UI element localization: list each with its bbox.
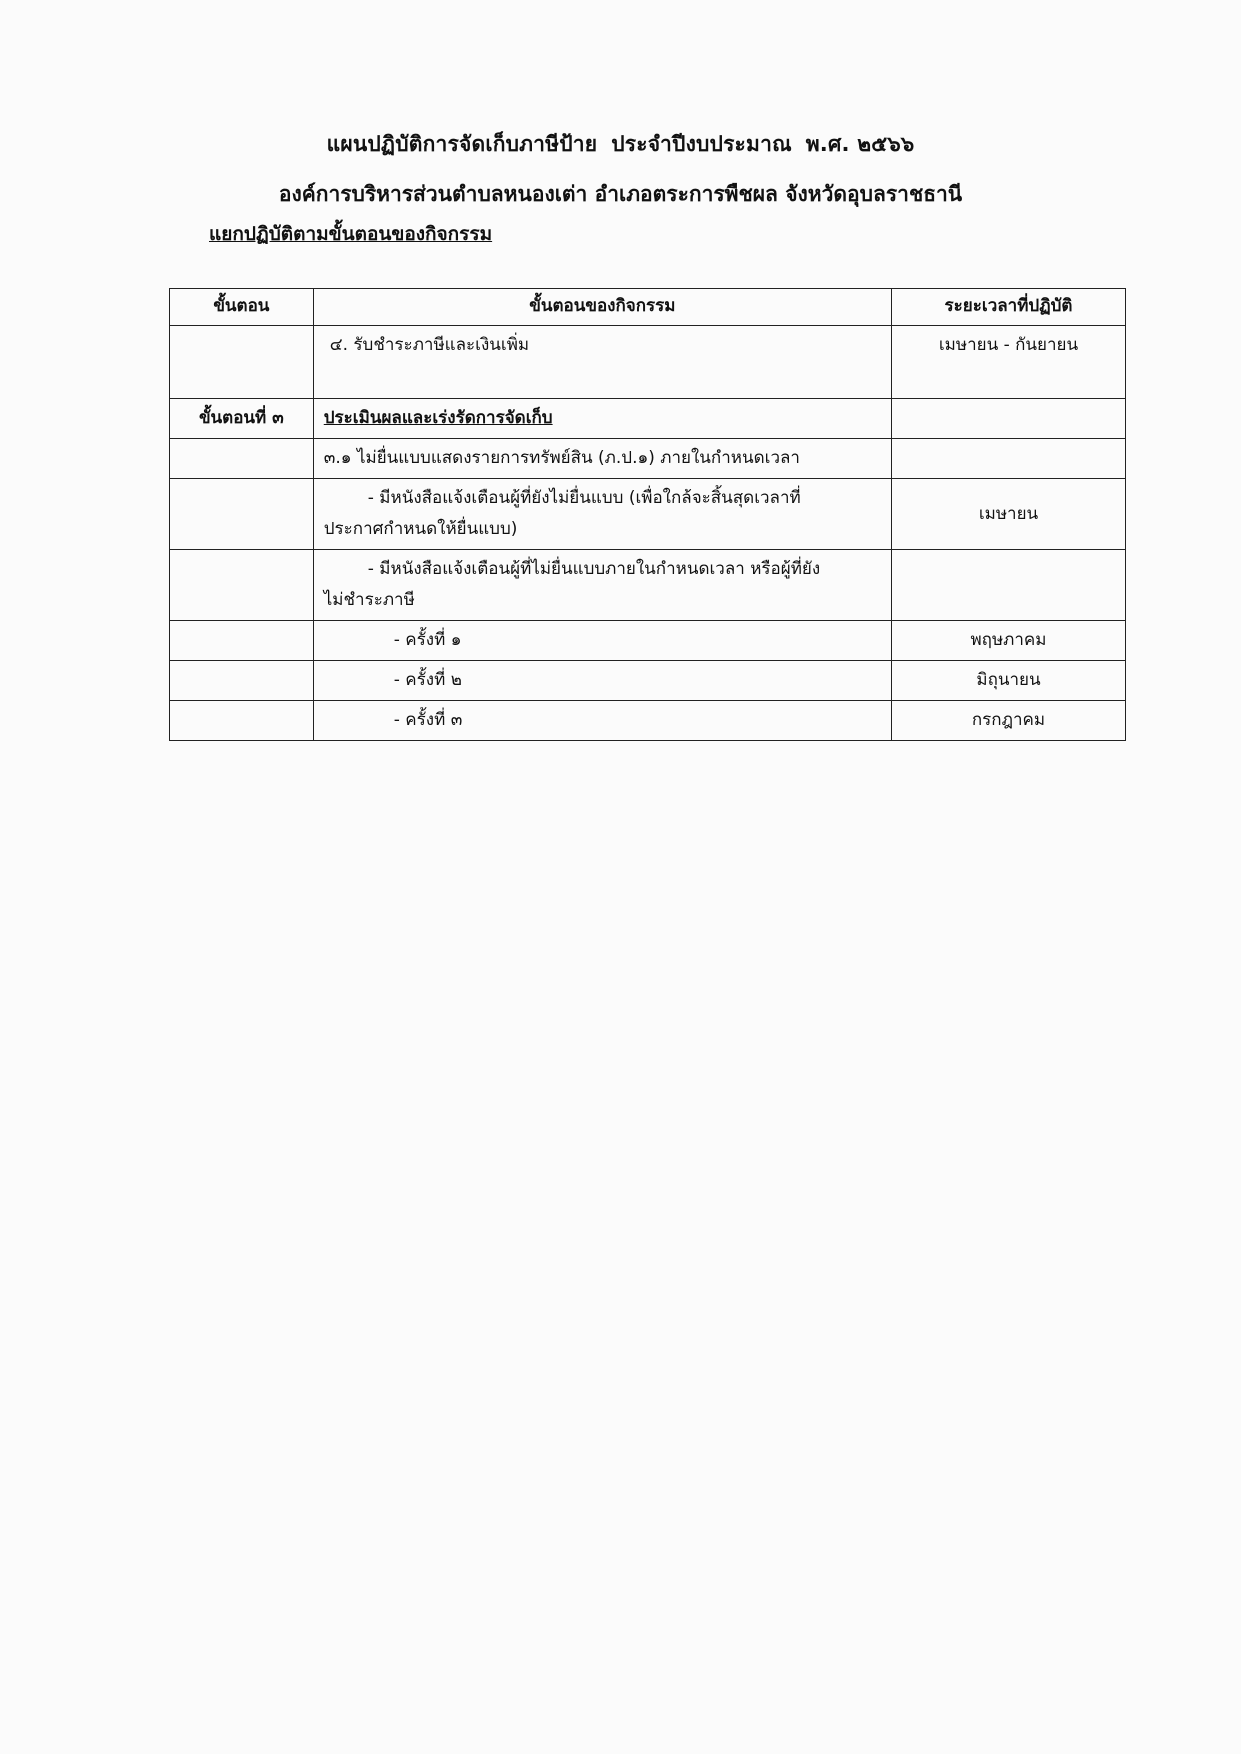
activity-text: - ครั้งที่ ๑ — [393, 630, 462, 650]
step-cell — [170, 326, 314, 399]
header-period: ระยะเวลาที่ปฏิบัติ — [891, 289, 1125, 326]
activity-cell — [313, 326, 891, 399]
table-row — [170, 479, 1126, 550]
period-cell — [891, 550, 1125, 621]
activity-cell — [313, 621, 891, 661]
table-row — [170, 326, 1126, 399]
step-cell: ขั้นตอนที่ ๓ — [170, 399, 314, 439]
activity-text: - ครั้งที่ ๓ — [393, 710, 463, 730]
header-step: ขั้นตอน — [170, 289, 314, 326]
document-subtitle: แยกปฏิบัติตามขั้นตอนของกิจกรรม — [209, 223, 493, 245]
activity-cell — [313, 701, 891, 741]
period-cell: เมษายน — [891, 479, 1125, 550]
activity-cell — [313, 479, 891, 550]
header-activity: ขั้นตอนของกิจกรรม — [313, 289, 891, 326]
step-cell — [170, 661, 314, 701]
period-cell: พฤษภาคม — [891, 621, 1125, 661]
title-plan: แผนปฏิบัติการจัดเก็บภาษีป้าย — [326, 132, 598, 156]
step-cell — [170, 701, 314, 741]
activity-text: - ครั้งที่ ๒ — [393, 670, 462, 690]
table-row — [170, 661, 1126, 701]
period-cell — [891, 439, 1125, 479]
section-heading: ประเมินผลและเร่งรัดการจัดเก็บ — [323, 408, 553, 428]
activity-cell — [313, 550, 891, 621]
activity-cell — [313, 661, 891, 701]
title-year: พ.ศ. ๒๕๖๖ — [805, 132, 915, 156]
title-fiscal-year-label: ประจำปีงบประมาณ — [611, 132, 792, 156]
document-title — [0, 128, 1241, 161]
table-row — [170, 701, 1126, 741]
table-header-row — [170, 289, 1126, 326]
organization-title: องค์การบริหารส่วนตำบลหนองเต่า อำเภอตระการพืชผล จังหวัดอุบลราชธานี — [278, 182, 963, 206]
activity-cell: ๓.๑ ไม่ยื่นแบบแสดงรายการทรัพย์สิน (ภ.ป.๑) ภายในกำหนดเวลา — [313, 439, 891, 479]
period-cell: มิถุนายน — [891, 661, 1125, 701]
activity-line: ประกาศกำหนดให้ยื่นแบบ) — [323, 519, 518, 539]
period-cell: กรกฎาคม — [891, 701, 1125, 741]
activity-line: - มีหนังสือแจ้งเตือนผู้ที่ยังไม่ยื่นแบบ (เพื่อใกล้จะสิ้นสุดเวลาที่ — [367, 488, 801, 508]
step-cell — [170, 550, 314, 621]
activity-cell — [313, 399, 891, 439]
activity-line: - มีหนังสือแจ้งเตือนผู้ที่ไม่ยื่นแบบภายในกำหนดเวลา หรือผู้ที่ยัง — [367, 559, 821, 579]
activity-text: ๔. รับชำระภาษีและเงินเพิ่ม — [329, 335, 530, 355]
period-cell: เมษายน - กันยายน — [891, 326, 1125, 399]
table-row — [170, 550, 1126, 621]
step-cell — [170, 621, 314, 661]
activity-table — [169, 288, 1126, 741]
step-cell — [170, 439, 314, 479]
table-row — [170, 439, 1126, 479]
step-cell — [170, 479, 314, 550]
table-row — [170, 621, 1126, 661]
table-row — [170, 399, 1126, 439]
activity-line: ไม่ชำระภาษี — [323, 590, 415, 610]
period-cell — [891, 399, 1125, 439]
